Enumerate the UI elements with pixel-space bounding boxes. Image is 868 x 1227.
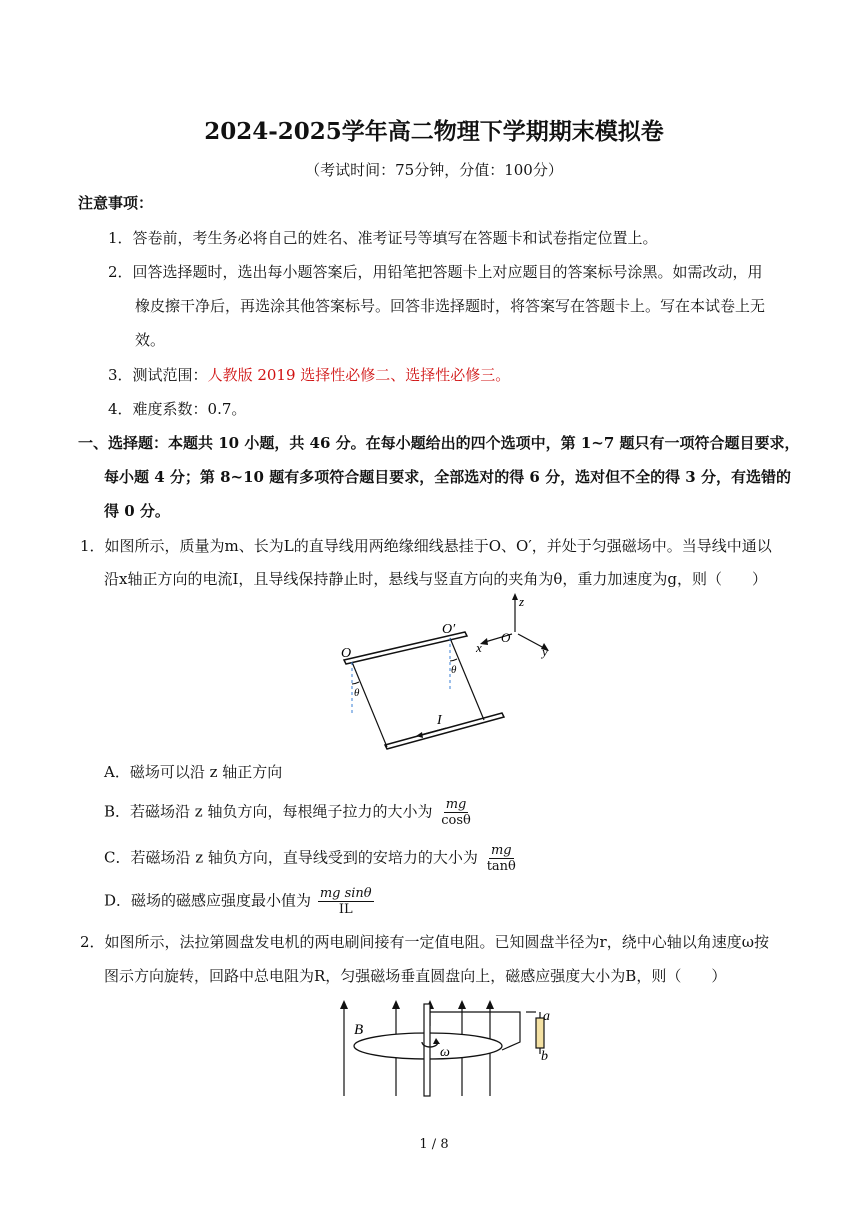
fraction-denominator: cosθ: [441, 813, 471, 828]
field-B-label: B: [354, 1022, 364, 1038]
test-scope-highlight: 人教版 2019 选择性必修二、选择性必修三。: [207, 366, 511, 384]
left-angle-arc: [352, 682, 359, 684]
terminal-a-label: a: [543, 1009, 550, 1024]
right-theta-label: θ: [451, 664, 457, 676]
notice-2-line1: [108, 262, 763, 282]
notice-text: 回答选择题时，选出每小题答案后，用铅笔把答题卡上对应题目的答案标号涂黑。如需改动，用: [132, 263, 763, 281]
terminal-b-label: b: [541, 1049, 548, 1064]
point-O-label: O: [341, 646, 352, 661]
q1-option-c-fraction: [485, 843, 518, 874]
q1-option-b-text: B．若磁场沿 z 轴负方向，每根绳子拉力的大小为: [104, 802, 433, 821]
exam-title: 2024-2025学年高二物理下学期期末模拟卷: [204, 118, 664, 145]
q1-option-d-fraction: [318, 886, 374, 917]
z-label: z: [519, 594, 525, 609]
fraction-numerator: mg: [445, 797, 467, 812]
notice-num: 2．: [108, 263, 133, 281]
q1-option-d: [104, 886, 374, 917]
section1-line1: 一、选择题：本题共 10 小题，共 46 分。在每小题给出的四个选项中，第 1~7 题只有一项符合题目要求，: [78, 434, 800, 452]
notice-1: [108, 228, 658, 248]
fraction-numerator: mg sinθ: [319, 886, 372, 901]
fraction-numerator: mg: [490, 843, 512, 858]
omega-label: ω: [440, 1045, 450, 1060]
central-axle: [424, 1004, 430, 1096]
z-arrow: [512, 593, 518, 600]
q1-option-c-text: C．若磁场沿 z 轴负方向，直导线受到的安培力的大小为: [104, 848, 478, 867]
page-number: 1 / 8: [419, 1137, 449, 1152]
notice-num: 3．: [108, 366, 133, 384]
q2-figure: [330, 998, 570, 1098]
conductor-wire: [385, 713, 504, 749]
left-thread: [352, 662, 387, 747]
origin-label: O: [501, 630, 511, 645]
x-label: x: [476, 640, 482, 655]
section1-line2: 每小题 4 分；第 8~10 题有多项符合题目要求，全部选对的得 6 分，选对但不全的得 3 分，有选错的: [104, 468, 791, 486]
q2-stem-line2: 图示方向旋转，回路中总电阻为R，匀强磁场垂直圆盘向上，磁感应强度大小为B，则（ ）: [104, 967, 727, 985]
field-arrowheads: [340, 1000, 494, 1009]
notice-4: [108, 399, 246, 419]
point-O-prime-label: O′: [442, 622, 456, 637]
notice-num: 4．: [108, 400, 133, 418]
fraction-denominator: IL: [338, 902, 353, 917]
fraction-denominator: tanθ: [486, 859, 516, 874]
notice-2-line2: 橡皮擦干净后，再选涂其他答案标号。回答非选择题时，将答案写在答题卡上。写在本试卷上无: [135, 297, 766, 315]
q1-option-b: [104, 797, 473, 828]
left-theta-label: θ: [354, 687, 360, 699]
section1-line3: 得 0 分。: [104, 502, 170, 520]
current-I-label: I: [437, 713, 442, 728]
right-angle-arc: [450, 659, 457, 661]
notice-2-line3: 效。: [135, 331, 166, 349]
exam-subtitle: （考试时间：75分钟，分值：100分）: [305, 161, 563, 179]
q1-stem-line2: 沿x轴正方向的电流I，且导线保持静止时，悬线与竖直方向的夹角为θ，重力加速度为g，则（ ）: [104, 570, 768, 588]
q2-stem-line1: 2．如图所示，法拉第圆盘发电机的两电刷间接有一定值电阻。已知圆盘半径为r，绕中心轴以角速度ω按: [80, 933, 769, 951]
notice-heading: 注意事项：: [78, 194, 154, 212]
q1-option-a: A．磁场可以沿 z 轴正方向: [104, 763, 283, 781]
y-axis: [518, 634, 544, 648]
notice-text: 难度系数：0.7。: [132, 400, 247, 418]
notice-num: 1．: [108, 229, 133, 247]
q1-figure: [330, 590, 570, 755]
notice-text: 答卷前，考生务必将自己的姓名、准考证号等填写在答题卡和试卷指定位置上。: [132, 229, 658, 247]
q1-stem-line1: 1．如图所示，质量为m、长为L的直导线用两绝缘细线悬挂于O、O′，并处于匀强磁场中。当导线中通以: [80, 537, 772, 555]
q1-option-d-text: D．磁场的磁感应强度最小值为: [104, 891, 312, 910]
q1-option-c: [104, 843, 518, 874]
notice-3: [108, 365, 510, 385]
notice-text: 测试范围：: [132, 366, 208, 384]
q1-option-b-fraction: [439, 797, 473, 828]
y-label: y: [542, 644, 548, 659]
